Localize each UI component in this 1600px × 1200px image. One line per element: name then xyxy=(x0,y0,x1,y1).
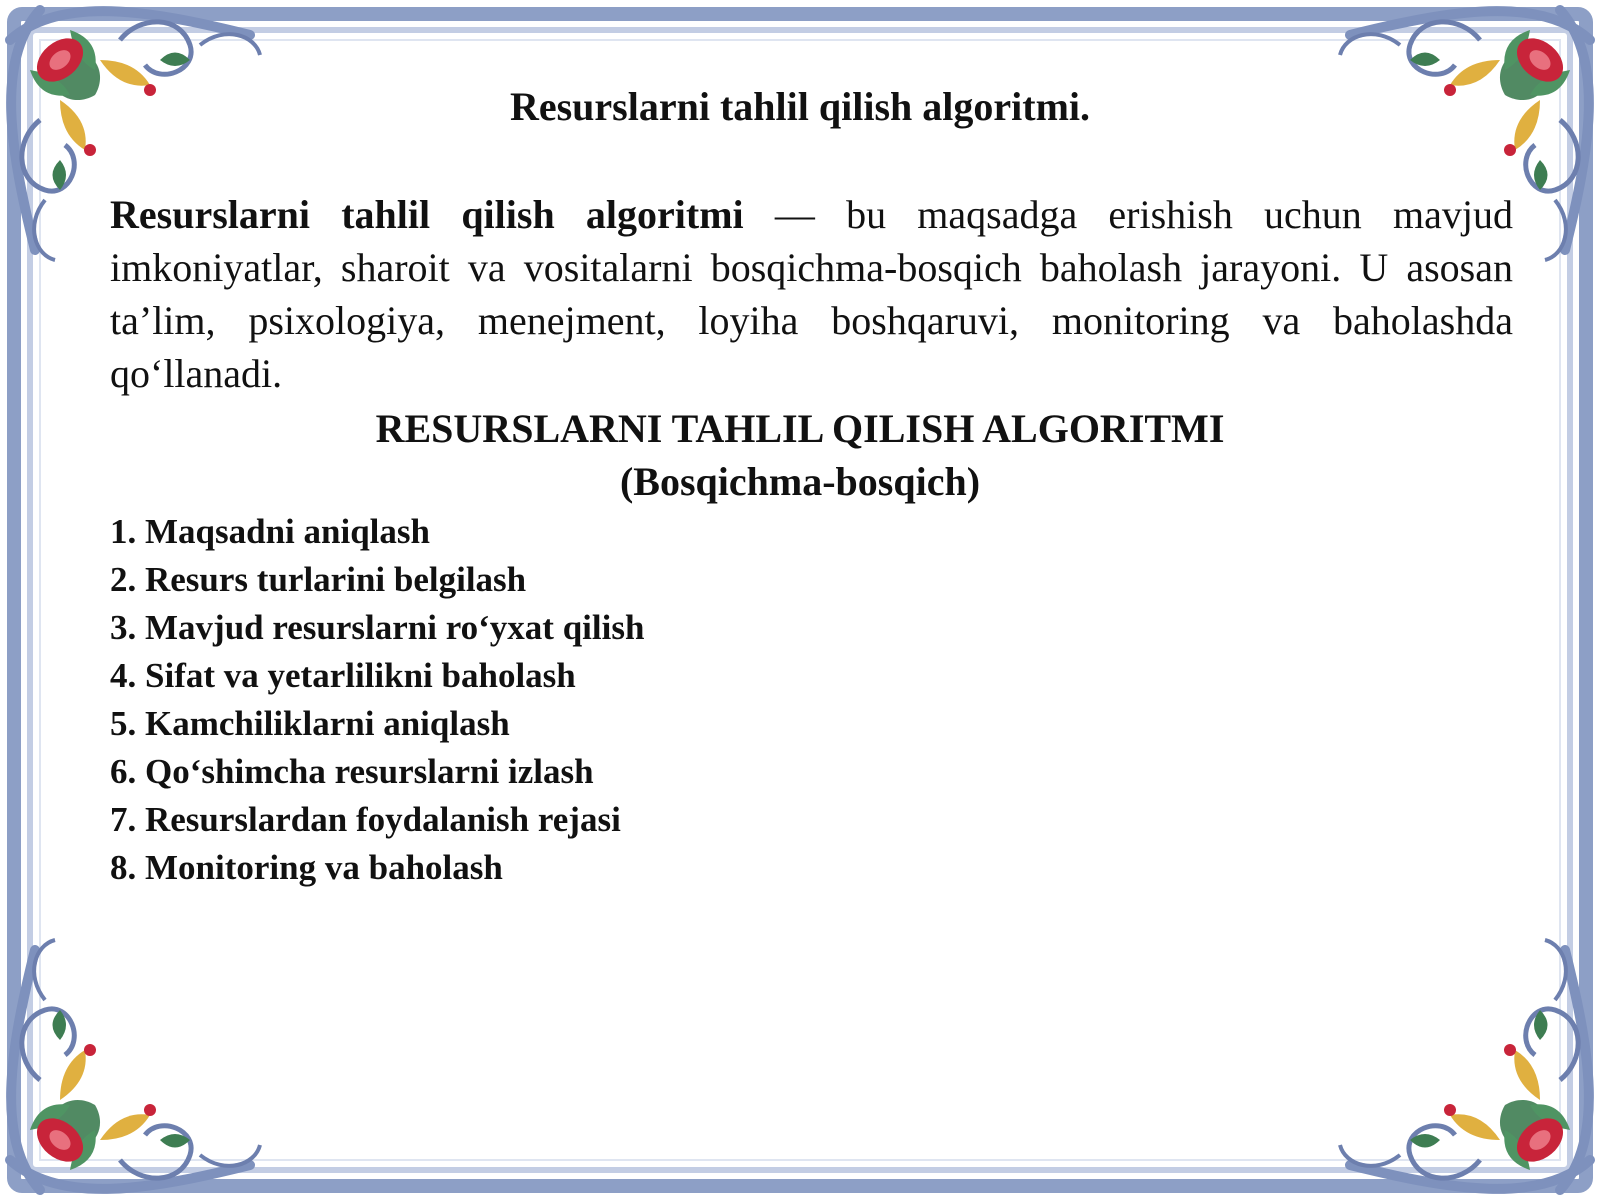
algorithm-heading xyxy=(0,402,1600,508)
list-item: 7. Resurslardan foydalanish rejasi xyxy=(110,800,621,839)
algorithm-heading-title: RESURSLARNI TAHLIL QILISH ALGORITMI xyxy=(375,406,1225,451)
list-item: 2. Resurs turlarini belgilash xyxy=(110,560,527,599)
list-item: 1. Maqsadni aniqlash xyxy=(110,512,430,551)
algorithm-steps-list xyxy=(110,508,644,892)
list-item: 3. Mavjud resurslarni ro‘yxat qilish xyxy=(110,608,645,647)
list-item: 5. Kamchiliklarni aniqlash xyxy=(110,704,510,743)
list-item: 4. Sifat va yetarlilikni baholash xyxy=(110,656,576,695)
definition-text: — bu maqsadga erishish uchun mavjud imkoniyatlar, sharoit va vositalarni bosqichma-bosqich baholash jarayoni. U asosan ta’lim, psixologiya, menejment, loyiha boshqaruvi, monitoring va baholashda qo‘llanadi. xyxy=(110,192,1513,396)
definition-term: Resurslarni tahlil qilish algoritmi xyxy=(110,192,744,237)
algorithm-heading-subtitle: (Bosqichma-bosqich) xyxy=(619,459,981,504)
slide-title: Resurslarni tahlil qilish algoritmi. xyxy=(509,84,1091,129)
list-item: 6. Qo‘shimcha resurslarni izlash xyxy=(110,752,594,791)
list-item: 8. Monitoring va baholash xyxy=(110,848,503,887)
definition-paragraph xyxy=(110,188,1513,400)
